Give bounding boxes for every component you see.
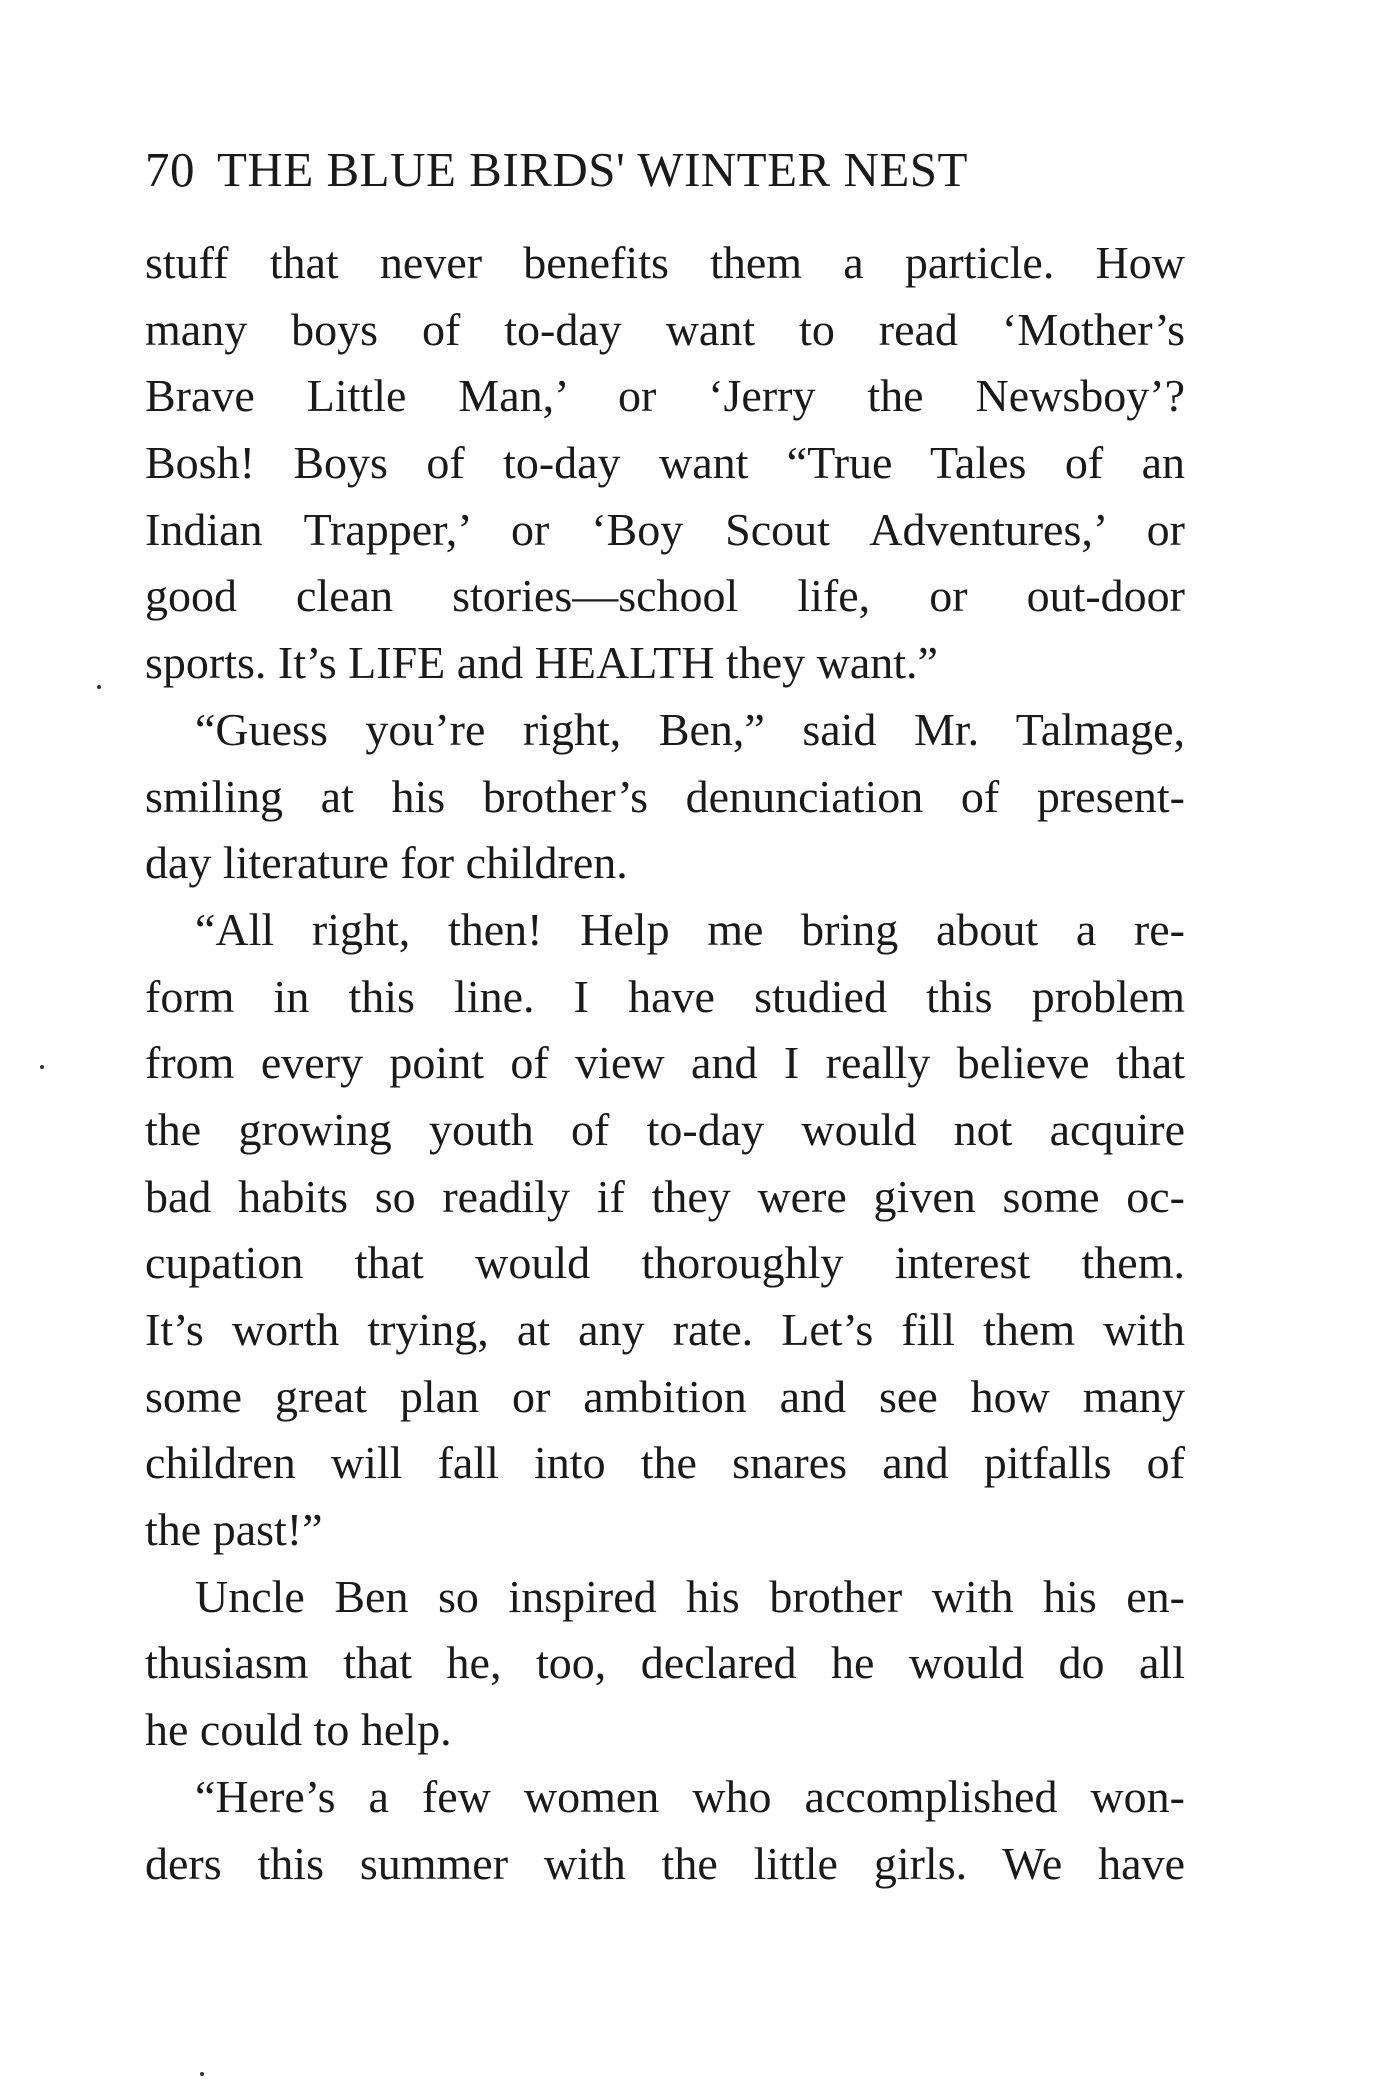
text-line: the past!” [145, 1504, 323, 1556]
text-line: sports. It’s LIFE and HEALTH they want.” [145, 637, 938, 689]
body-text [145, 230, 1185, 1897]
text-line: day literature for children. [145, 837, 628, 889]
text-line: thusiasm that he, too, declared he would do all [145, 1637, 1185, 1689]
print-speck [200, 2072, 204, 2076]
text-line: smiling at his brother’s denunciation of present- [145, 770, 1185, 822]
text-line: the growing youth of to-day would not acquire [145, 1103, 1185, 1155]
text-line: Brave Little Man,’ or ‘Jerry the Newsboy’? [145, 370, 1185, 422]
text-line: Uncle Ben so inspired his brother with his en- [195, 1570, 1185, 1622]
text-line: “Here’s a few women who accomplished won- [195, 1770, 1185, 1822]
text-line: “All right, then! Help me bring about a re- [195, 903, 1185, 955]
running-title: THE BLUE BIRDS' WINTER NEST [217, 142, 968, 197]
print-speck [97, 685, 101, 689]
text-line: from every point of view and I really believe that [145, 1037, 1185, 1089]
text-line: Indian Trapper,’ or ‘Boy Scout Adventures,’ or [145, 503, 1185, 555]
text-line: It’s worth trying, at any rate. Let’s fill them with [145, 1304, 1185, 1355]
text-line: he could to help. [145, 1704, 452, 1756]
text-line: Bosh! Boys of to-day want “True Tales of an [145, 437, 1185, 489]
text-line: cupation that would thoroughly interest them. [145, 1237, 1185, 1289]
text-line: form in this line. I have studied this problem [145, 970, 1185, 1022]
text-line: bad habits so readily if they were given some oc- [145, 1170, 1185, 1222]
text-line: many boys of to-day want to read ‘Mother’s [145, 303, 1185, 355]
page-number: 70 [145, 142, 195, 197]
text-line: ders this summer with the little girls. We have [145, 1837, 1185, 1889]
text-line: stuff that never benefits them a particle. How [145, 237, 1185, 288]
text-line: some great plan or ambition and see how many [145, 1370, 1185, 1422]
text-line: good clean stories—school life, or out-door [145, 570, 1185, 622]
print-speck [40, 1065, 44, 1069]
text-line: “Guess you’re right, Ben,” said Mr. Talmage, [195, 703, 1185, 755]
running-header [145, 140, 1185, 200]
text-line: children will fall into the snares and pitfalls of [145, 1437, 1185, 1489]
